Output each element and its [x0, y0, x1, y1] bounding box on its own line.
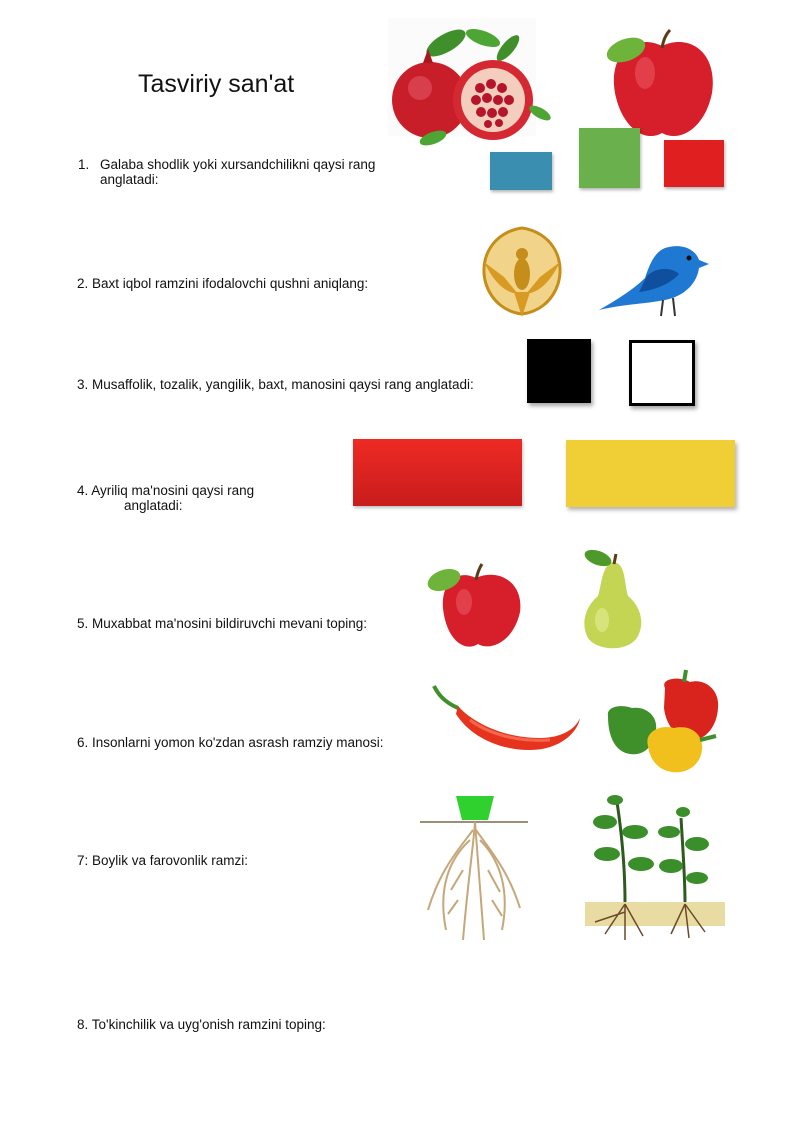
- red-chili-pepper-image[interactable]: [430, 680, 585, 760]
- question-5-text: 5. Muxabbat ma'nosini bildiruvchi mevani toping:: [77, 616, 367, 631]
- question-7-text: 7: Boylik va farovonlik ramzi:: [77, 853, 249, 868]
- blue-color-swatch[interactable]: [490, 152, 552, 190]
- white-color-swatch[interactable]: [629, 340, 695, 406]
- bell-peppers-image[interactable]: [600, 668, 730, 778]
- question-3-text: 3. Musaffolik, tozalik, yangilik, baxt, manosini qaysi rang anglatadi:: [77, 377, 474, 392]
- black-color-swatch[interactable]: [527, 339, 591, 403]
- pear-image[interactable]: [572, 548, 652, 652]
- red-color-swatch[interactable]: [353, 439, 522, 506]
- pomegranate-image: [388, 18, 558, 153]
- roots-image[interactable]: [418, 790, 530, 948]
- apple-image[interactable]: [424, 560, 524, 652]
- question-6-text: 6. Insonlarni yomon ko'zdan asrash ramziy manosi:: [77, 735, 384, 750]
- question-4-line-2: anglatadi:: [124, 498, 183, 513]
- blue-bird-image[interactable]: [595, 238, 713, 320]
- humo-bird-emblem-image[interactable]: [474, 222, 570, 320]
- plant-seedlings-image[interactable]: [585, 782, 725, 950]
- question-4-text: [77, 483, 317, 513]
- page-title: Tasviriy san'at: [138, 70, 295, 98]
- question-8-text: 8. To'kinchilik va uyg'onish ramzini toping:: [77, 1017, 326, 1032]
- question-1-number: 1.: [78, 157, 90, 172]
- question-4-line-1: 4. Ayriliq ma'nosini qaysi rang: [77, 483, 255, 498]
- question-1-text: Galaba shodlik yoki xursandchilikni qaysi rang anglatadi:: [100, 157, 376, 187]
- question-2-text: 2. Baxt iqbol ramzini ifodalovchi qushni aniqlang:: [77, 276, 369, 291]
- red-color-swatch[interactable]: [664, 140, 724, 187]
- green-color-swatch[interactable]: [579, 128, 640, 188]
- yellow-color-swatch[interactable]: [566, 440, 735, 507]
